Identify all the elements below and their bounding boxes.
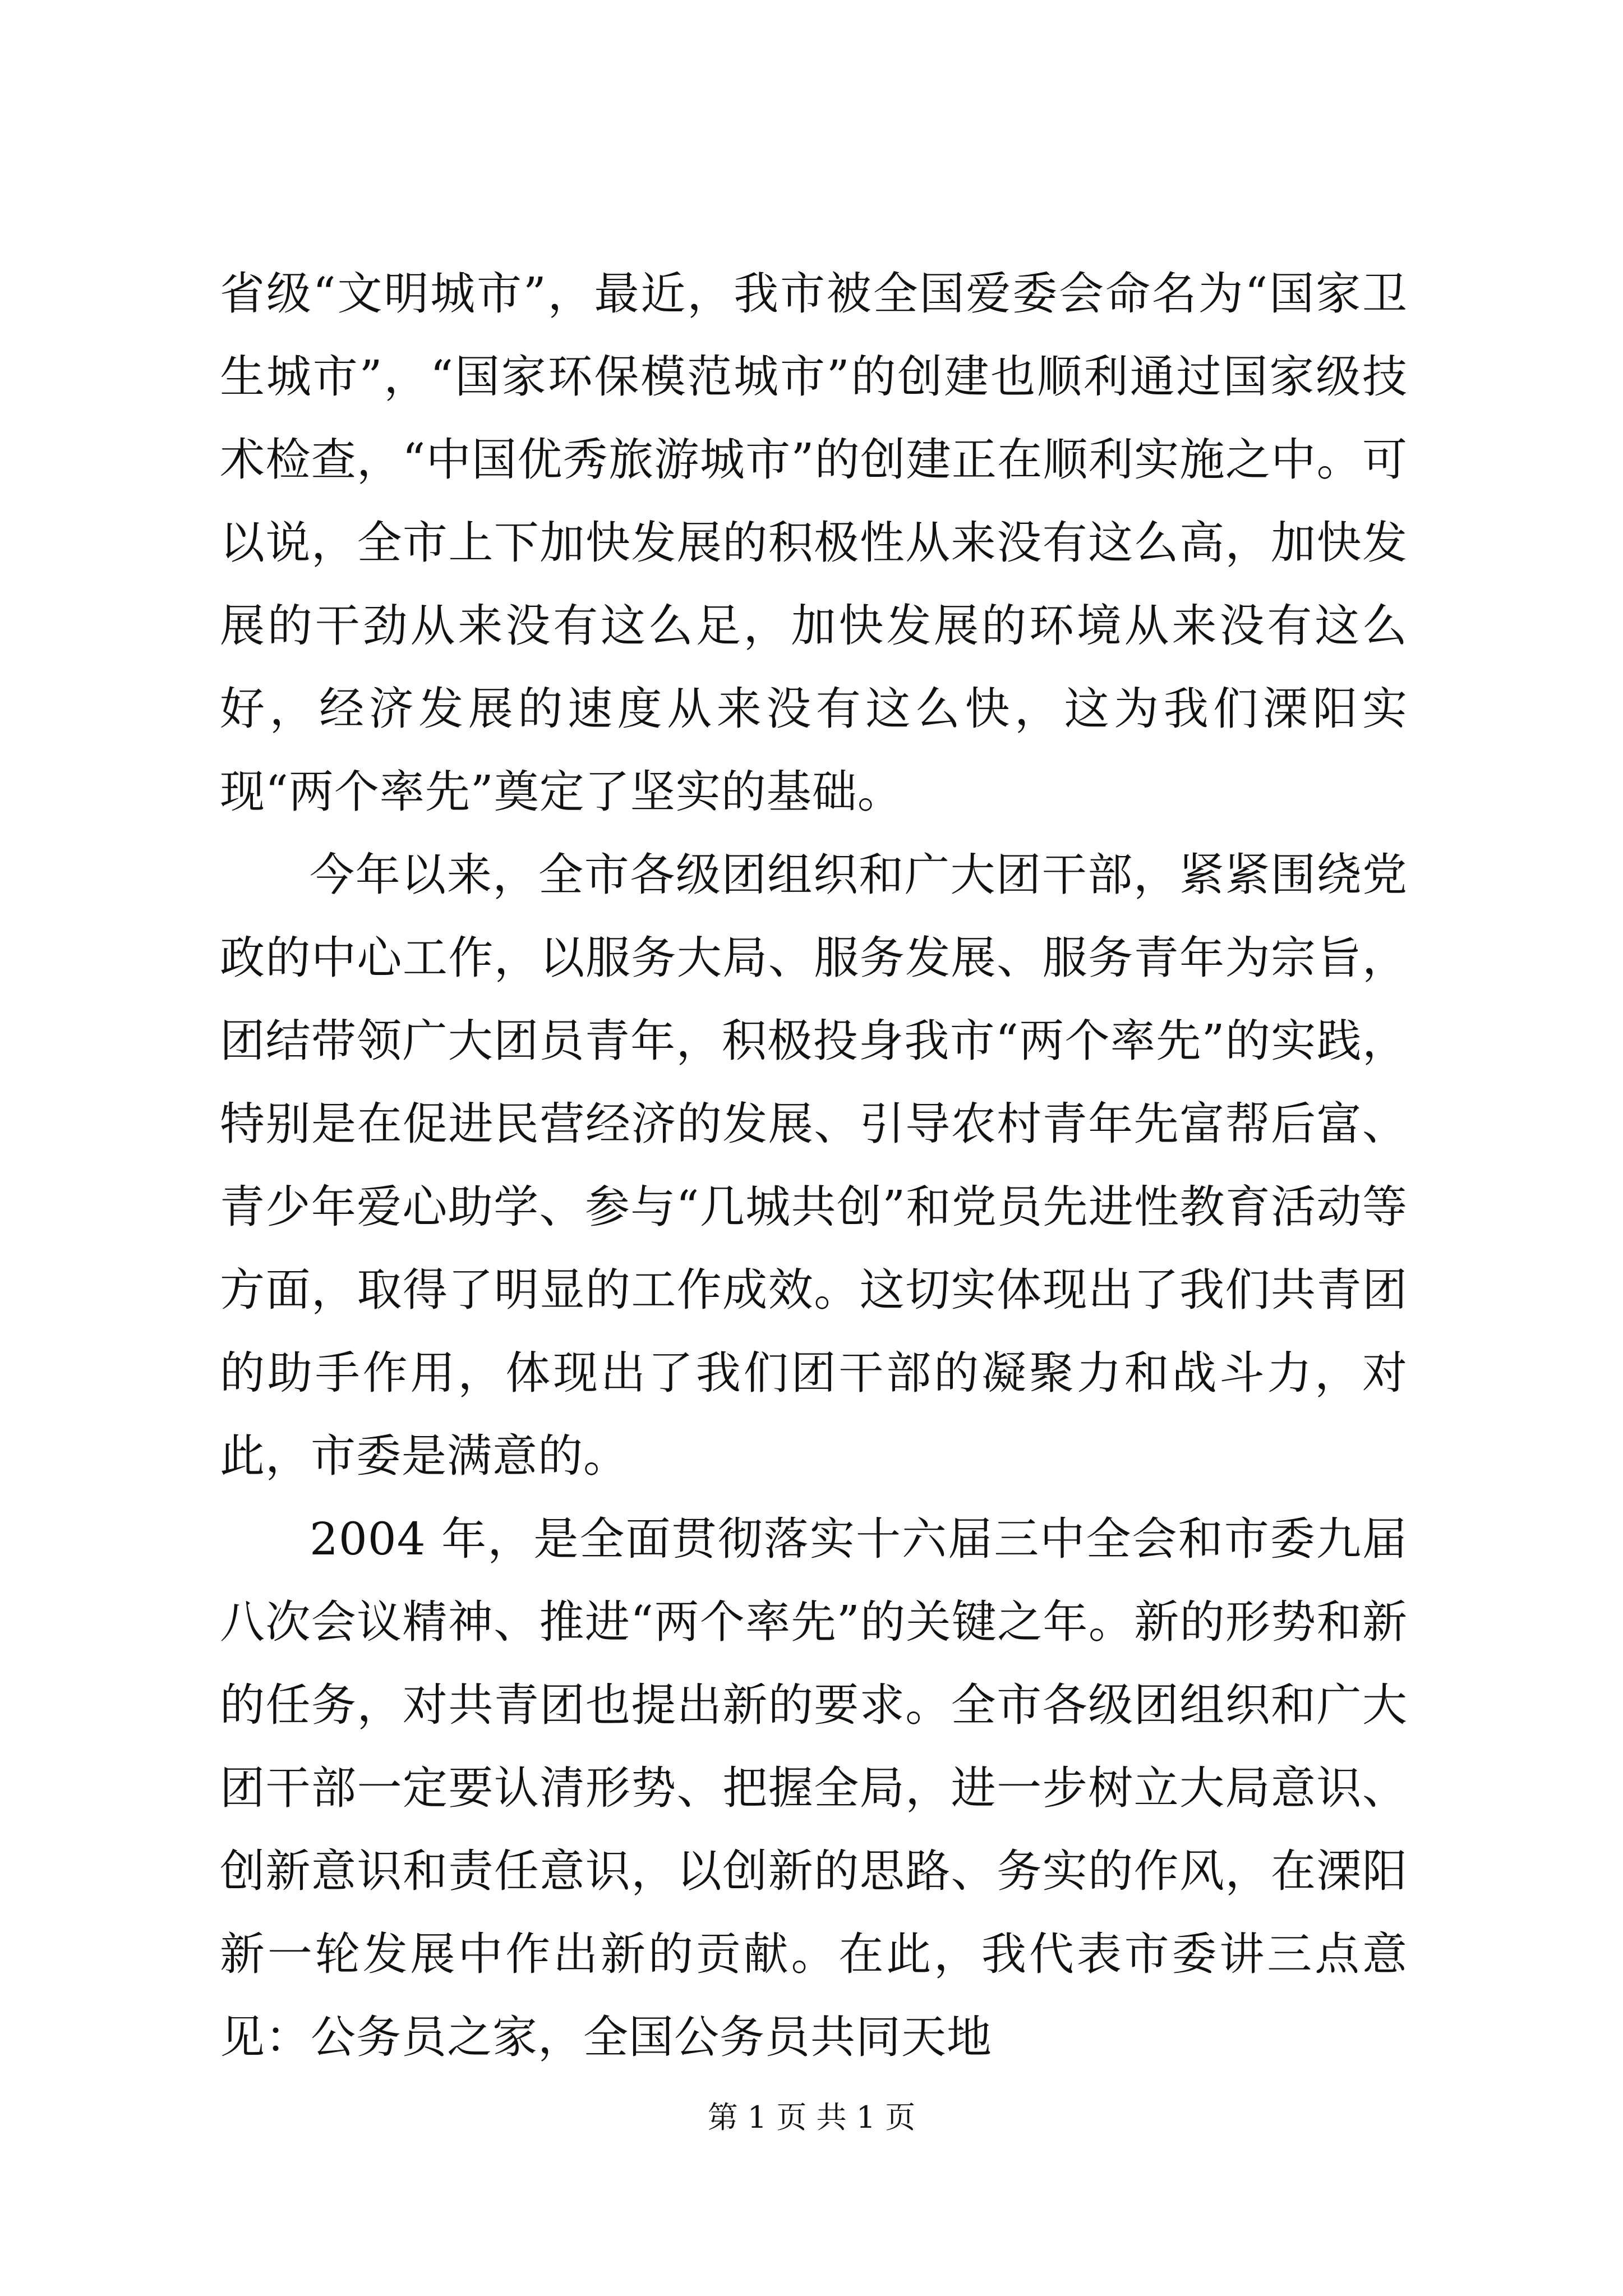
document-body	[220, 252, 1408, 2079]
paragraph-2: 今年以来，全市各级团组织和广大团干部，紧紧围绕党政的中心工作，以服务大局、服务发展、服务青年为宗旨，团结带领广大团员青年，积极投身我市“两个率先”的实践，特别是在促进民营经济的发展、引导农村青年先富帮后富、青少年爱心助学、参与“几城共创”和党员先进性教育活动等方面，取得了明显的工作成效。这切实体现出了我们共青团的助手作用，体现出了我们团干部的凝聚力和战斗力，对此，市委是满意的。	[220, 849, 1408, 1482]
paragraph-3: 2004 年，是全面贯彻落实十六届三中全会和市委九届八次会议精神、推进“两个率先”的关键之年。新的形势和新的任务，对共青团也提出新的要求。全市各级团组织和广大团干部一定要认清形势、把握全局，进一步树立大局意识、创新意识和责任意识，以创新的思路、务实的作风，在溧阳新一轮发展中作出新的贡献。在此，我代表市委讲三点意见：公务员之家，全国公务员共同天地	[220, 1513, 1408, 2063]
page-footer: 第 1 页 共 1 页	[707, 2100, 916, 2135]
paragraph-1: 省级“文明城市”，最近，我市被全国爱委会命名为“国家卫生城市”，“国家环保模范城市”的创建也顺利通过国家级技术检查，“中国优秀旅游城市”的创建正在顺利实施之中。可以说，全市上下加快发展的积极性从来没有这么高，加快发展的干劲从来没有这么足，加快发展的环境从来没有这么好，经济发展的速度从来没有这么快，这为我们溧阳实现“两个率先”奠定了坚实的基础。	[220, 268, 1408, 818]
